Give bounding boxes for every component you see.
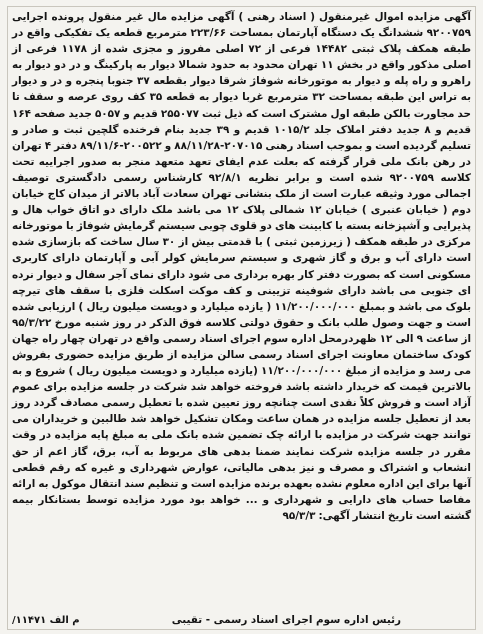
notice-code: /۱۱۴۷۱ م الف — [12, 615, 80, 626]
auction-notice-body: آگهی مزایده اموال غیرمنقول ( اسناد رهنی ) آگهی مزایده مال غیر منقول پرونده اجرایی ۹۲۰۰۷۵۹ ششدانگ یک دستگاه آپارتمان بمساحت ۲۲۳/۶۶ مترمربع قطعه یک تفکیکی واقع در طبقه همکف پلاک ثبتی ۱۴۴۸۲ فرعی از ۷۲ اصلی مفروز و مجزی شده از ۱۱۷۸ فرعی از اصلی مذکور واقع در بخش ۱۱ تهران محدود به حدود شمالا دیوار به پارکینگ و در دو دیوار به راهرو و راه پله و دیوار به موتورخانه شوفاژ شرقا دیوار بقطعه ۳۷ جنوبا پنجره و در و دیوار به تراس این طبقه بمساحت ۳۲ مترمربع غربا دیوار به قطعه ۳۵ کف روی عرصه و سقف تا حد مجاورت بالکن طبقه اول مشترک است که ذیل ثبت ۲۵۵۰۷۷ قدیم و ۵۰۵۷ جدید صفحه ۱۶۴ قدیم و ۸ جدید دفتر املاک جلد ۱۰۱۵/۲ قدیم و ۳۹ جدید بنام فرخنده گلچین ثبت و صادر و تسلیم گردیده است و بموجب اسناد رهنی ۲۰۷۰۱۵-۸۸/۱۱/۲۸ و ۲۰۰۵۲۲-۸۹/۱۱/۶ دفتر ۴ تهران در رهن بانک ملی قرار گرفته که بعلت عدم ایفای تعهد متعهد منجر به صدور اجراییه تحت کلاسه ۹۲۰۰۷۵۹ شده است و برابر نظریه ۹۲/۸/۱ کارشناس رسمی دادگستری توصیف اجمالی مورد وثیقه عبارت است از ملک بنشانی تهران سعادت آباد بالاتر از میدان کاج خیابان دوم ( خیابان عنبری ) خیابان ۱۲ شمالی پلاک ۱۲ می باشد ملک دارای دو اتاق خواب هال و پذیرایی و آشپزخانه بسته با کابینت های دو قلوی چوبی سیستم گرمایش شوفاژ با موتورخانه مرکزی در طبقه همکف ( زیرزمین ثبتی ) با قدمتی بیش از ۳۰ سال ساخت که بازسازی شده است دارای آب و برق و گاز شهری و سیستم سرمایش کولر آبی و آپارتمان دارای کاربری مسکونی است که بصورت دفتر کار بهره برداری می شود دارای نمای آجر سفال و دیوار نرده ای جنوبی می باشد دارای شوفینه تزیینی و کف موکت اسکلت فلزی با سقف های تیرچه بلوک می باشد و بمبلغ ۱۱/۲۰۰/۰۰۰/۰۰۰ ( یازده میلیارد و دویست میلیون ریال ) ارزیابی شده است و جهت وصول طلب بانک و حقوق دولتی کلاسه فوق الذکر در روز شنبه مورخ ۹۵/۳/۲۲ از ساعت ۹ الی ۱۲ ظهردرمحل اداره سوم اجرای اسناد رسمی واقع در تهران چهار راه جهان کودک ساختمان معاونت اجرای اسناد رسمی سالن مزایده از طریق مزایده حضوری بفروش می رسد و مزایده از مبلغ ۱۱/۲۰۰/۰۰۰/۰۰۰ (یازده میلیارد و دویست میلیون ریال ) شروع و به بالاترین قیمت که خریدار داشته باشد فروخته خواهد شد شرکت در جلسه مزایده برای عموم آزاد است و فروش کلاً نقدی است چنانچه روز تعیین شده با تعطیل رسمی مصادف گردد روز بعد از تعطیل جلسه مزایده در همان ساعت ومکان تشکیل خواهد شد طالبین و خریداران می توانند جهت شرکت در مزایده با ارائه چک تضمین شده بانک ملی به مبلغ پایه مزایده در وقت مقرر در جلسه مزایده شرکت نمایند ضمنا بدهی های مربوط به آب، برق، گاز اعم از حق انشعاب و اشتراک و مصرف و نیز بدهی مالیاتی، عوارض شهرداری و غیره که رقم قطعی آنها برای این اداره معلوم نشده بعهده برنده مزایده است و تنظیم سند انتقال موکول به ارائه مفاصا حساب های دارایی و شهرداری و ... خواهد بود مورد مزایده توسط بستانکار بیمه گشته است تاریخ انتشار آگهی: ۹۵/۳/۳ — [12, 11, 472, 522]
notice-footer — [12, 614, 471, 626]
notice-frame — [7, 6, 476, 630]
issuer-signature: رئیس اداره سوم اجرای اسناد رسمی - تقیبی — [171, 614, 401, 626]
